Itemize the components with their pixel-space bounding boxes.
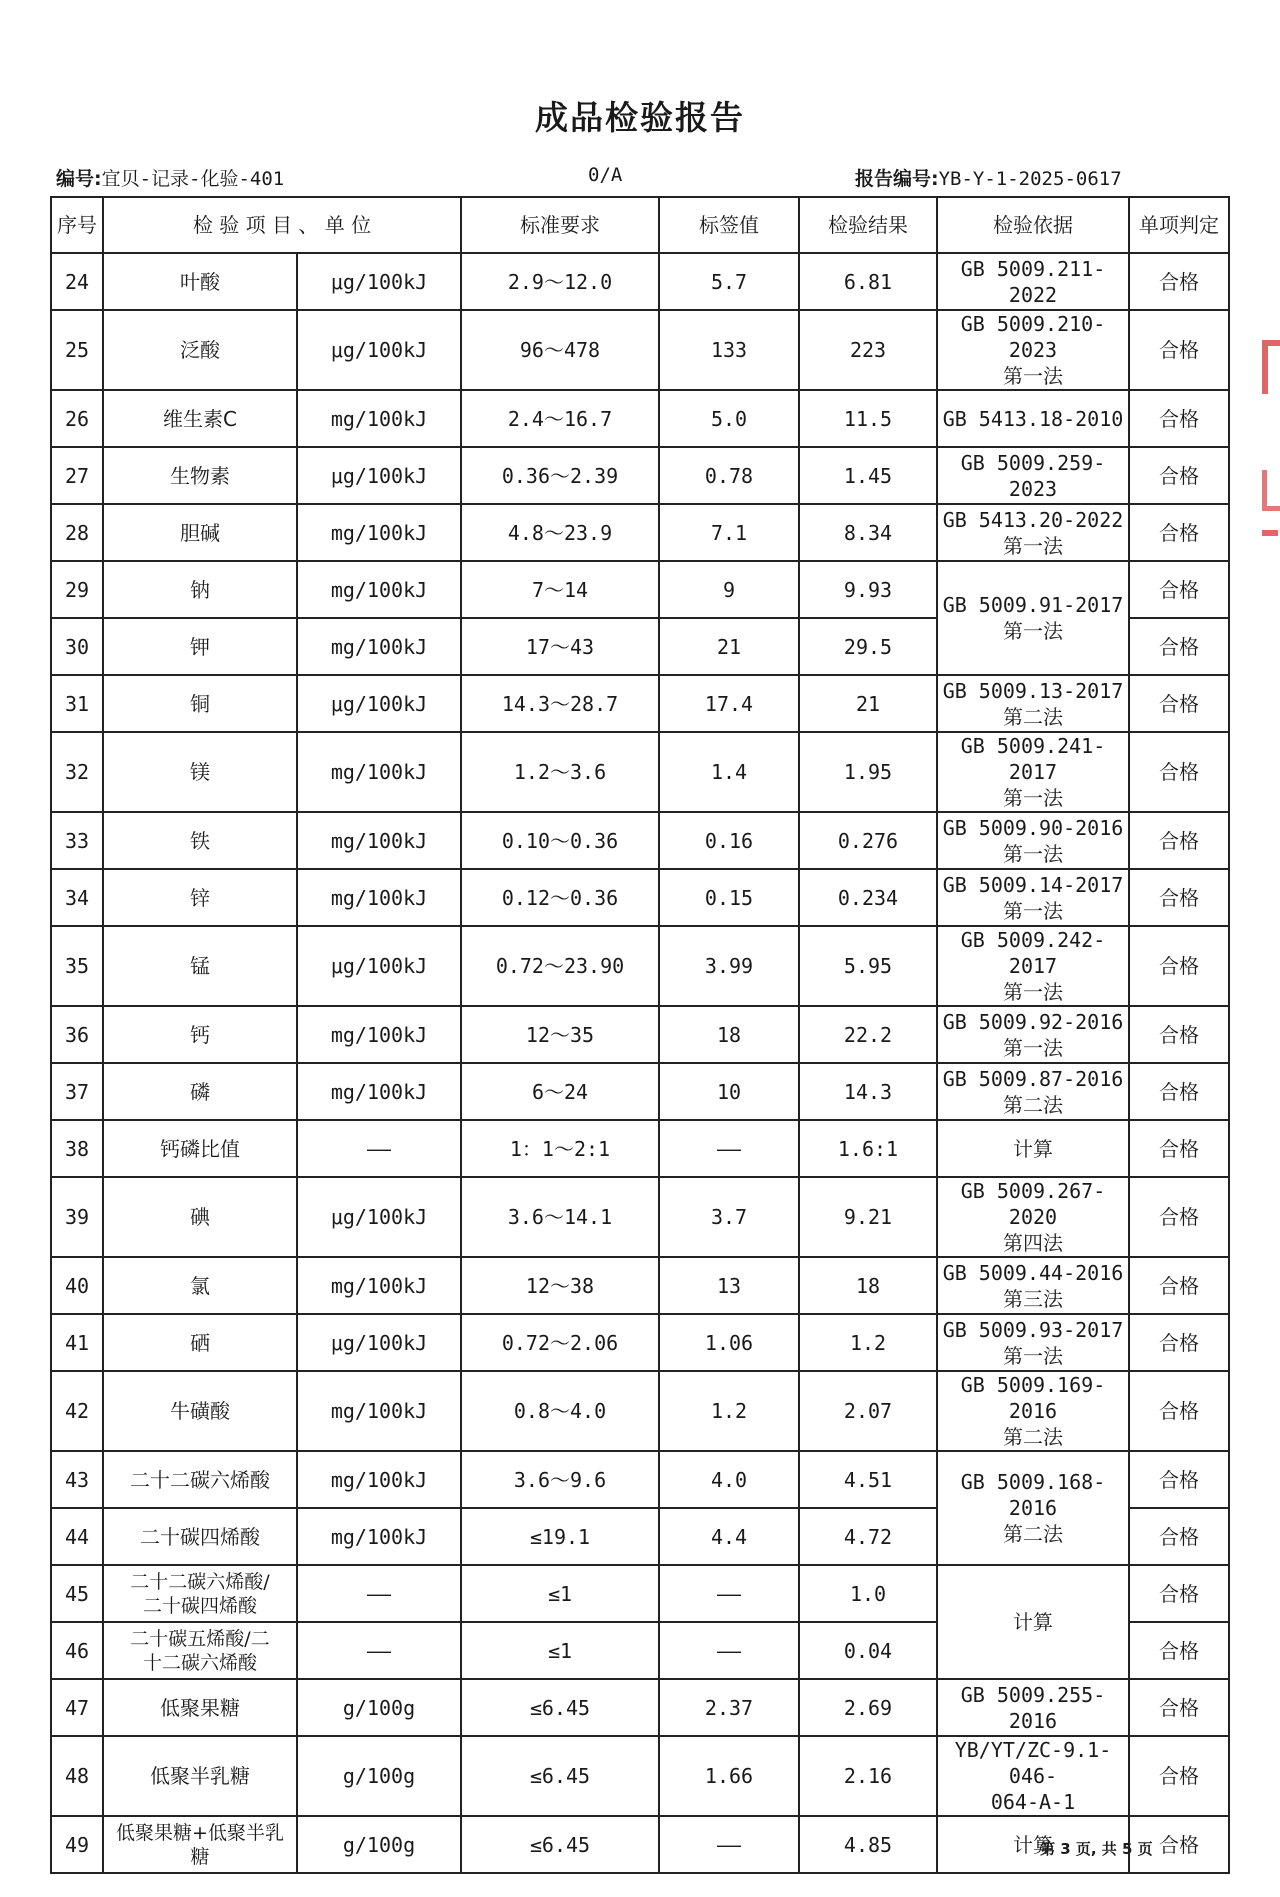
- cell-judgement: 合格: [1129, 926, 1229, 1006]
- table-row: [51, 926, 1229, 1006]
- cell-judgement: 合格: [1129, 812, 1229, 869]
- cell-standard: 6～24: [461, 1063, 659, 1120]
- cell-result: 5.95: [799, 926, 937, 1006]
- cell-unit: ——: [297, 1120, 461, 1177]
- cell-judgement: 合格: [1129, 253, 1229, 310]
- cell-judgement: 合格: [1129, 1451, 1229, 1508]
- cell-label-value: 0.16: [659, 812, 799, 869]
- cell-seq: 38: [51, 1120, 103, 1177]
- cell-basis: GB 5009.14-2017 第一法: [937, 869, 1129, 926]
- cell-unit: mg/100kJ: [297, 1451, 461, 1508]
- cell-basis: 计算: [937, 1816, 1129, 1873]
- cell-standard: ≤19.1: [461, 1508, 659, 1565]
- cell-item: 低聚半乳糖: [103, 1736, 297, 1816]
- cell-standard: 4.8～23.9: [461, 504, 659, 561]
- cell-basis: GB 5009.211-2022: [937, 253, 1129, 310]
- cell-standard: 14.3～28.7: [461, 675, 659, 732]
- table-row: [51, 675, 1229, 732]
- cell-label-value: 133: [659, 310, 799, 390]
- cell-label-value: ——: [659, 1622, 799, 1679]
- cell-judgement: 合格: [1129, 869, 1229, 926]
- cell-seq: 35: [51, 926, 103, 1006]
- cell-judgement: 合格: [1129, 1257, 1229, 1314]
- cell-result: 1.0: [799, 1565, 937, 1622]
- cell-label-value: 4.4: [659, 1508, 799, 1565]
- cell-judgement: 合格: [1129, 504, 1229, 561]
- document-version: 0/A: [588, 164, 623, 186]
- cell-item: 氯: [103, 1257, 297, 1314]
- cell-result: 29.5: [799, 618, 937, 675]
- cell-item: 钙: [103, 1006, 297, 1063]
- cell-basis: GB 5009.255-2016: [937, 1679, 1129, 1736]
- cell-unit: μg/100kJ: [297, 253, 461, 310]
- report-title: 成品检验报告: [535, 98, 745, 137]
- cell-item: 二十二碳六烯酸: [103, 1451, 297, 1508]
- document-code-value: 宜贝-记录-化验-401: [101, 168, 285, 190]
- cell-standard: 12～38: [461, 1257, 659, 1314]
- cell-basis: GB 5009.13-2017 第二法: [937, 675, 1129, 732]
- cell-result: 2.07: [799, 1371, 937, 1451]
- cell-label-value: 10: [659, 1063, 799, 1120]
- table-row: [51, 1120, 1229, 1177]
- header-label-value: 标签值: [659, 197, 799, 253]
- cell-unit: mg/100kJ: [297, 869, 461, 926]
- cell-result: 223: [799, 310, 937, 390]
- cell-result: 2.16: [799, 1736, 937, 1816]
- cell-unit: mg/100kJ: [297, 732, 461, 812]
- cell-standard: 0.72～23.90: [461, 926, 659, 1006]
- cell-item: 二十二碳六烯酸/ 二十碳四烯酸: [103, 1565, 297, 1622]
- table-row: [51, 869, 1229, 926]
- cell-result: 0.234: [799, 869, 937, 926]
- cell-seq: 41: [51, 1314, 103, 1371]
- cell-basis: GB 5009.91-2017 第一法: [937, 561, 1129, 675]
- cell-label-value: ——: [659, 1816, 799, 1873]
- red-stamp-fragment: [1262, 470, 1280, 511]
- cell-result: 4.72: [799, 1508, 937, 1565]
- cell-result: 4.51: [799, 1451, 937, 1508]
- cell-unit: mg/100kJ: [297, 1371, 461, 1451]
- red-stamp-fragment: [1262, 340, 1280, 394]
- cell-basis: GB 5009.44-2016 第三法: [937, 1257, 1129, 1314]
- cell-seq: 27: [51, 447, 103, 504]
- table-row: [51, 253, 1229, 310]
- cell-basis: GB 5009.267-2020 第四法: [937, 1177, 1129, 1257]
- cell-item: 低聚果糖: [103, 1679, 297, 1736]
- page-number: 第 3 页, 共 5 页: [1040, 1840, 1153, 1858]
- cell-judgement: 合格: [1129, 447, 1229, 504]
- cell-judgement: 合格: [1129, 1177, 1229, 1257]
- cell-standard: 0.72～2.06: [461, 1314, 659, 1371]
- cell-standard: 3.6～9.6: [461, 1451, 659, 1508]
- cell-item: 铜: [103, 675, 297, 732]
- table-row: [51, 1371, 1229, 1451]
- cell-unit: mg/100kJ: [297, 812, 461, 869]
- cell-seq: 39: [51, 1177, 103, 1257]
- cell-judgement: 合格: [1129, 1565, 1229, 1622]
- cell-standard: 0.10～0.36: [461, 812, 659, 869]
- cell-item: 钙磷比值: [103, 1120, 297, 1177]
- cell-standard: 96～478: [461, 310, 659, 390]
- cell-seq: 48: [51, 1736, 103, 1816]
- cell-judgement: 合格: [1129, 618, 1229, 675]
- cell-basis: GB 5009.169-2016 第二法: [937, 1371, 1129, 1451]
- cell-judgement: 合格: [1129, 390, 1229, 447]
- cell-seq: 43: [51, 1451, 103, 1508]
- cell-item: 泛酸: [103, 310, 297, 390]
- cell-judgement: 合格: [1129, 1371, 1229, 1451]
- cell-result: 0.276: [799, 812, 937, 869]
- cell-seq: 49: [51, 1816, 103, 1873]
- cell-item: 锌: [103, 869, 297, 926]
- cell-judgement: 合格: [1129, 1679, 1229, 1736]
- report-number: [855, 164, 1122, 191]
- cell-unit: μg/100kJ: [297, 1314, 461, 1371]
- cell-judgement: 合格: [1129, 1736, 1229, 1816]
- cell-standard: ≤1: [461, 1565, 659, 1622]
- table-row: [51, 1736, 1229, 1816]
- cell-label-value: 3.7: [659, 1177, 799, 1257]
- cell-item: 镁: [103, 732, 297, 812]
- cell-seq: 36: [51, 1006, 103, 1063]
- cell-result: 11.5: [799, 390, 937, 447]
- cell-basis: GB 5413.20-2022 第一法: [937, 504, 1129, 561]
- cell-seq: 32: [51, 732, 103, 812]
- cell-unit: mg/100kJ: [297, 1006, 461, 1063]
- cell-result: 8.34: [799, 504, 937, 561]
- cell-label-value: 3.99: [659, 926, 799, 1006]
- table-row: [51, 310, 1229, 390]
- cell-unit: ——: [297, 1565, 461, 1622]
- cell-judgement: 合格: [1129, 1120, 1229, 1177]
- header-standard: 标准要求: [461, 197, 659, 253]
- table-row: [51, 1314, 1229, 1371]
- cell-label-value: 1.4: [659, 732, 799, 812]
- cell-basis: GB 5009.259-2023: [937, 447, 1129, 504]
- cell-basis: GB 5009.92-2016 第一法: [937, 1006, 1129, 1063]
- cell-seq: 47: [51, 1679, 103, 1736]
- cell-result: 18: [799, 1257, 937, 1314]
- table-row: [51, 447, 1229, 504]
- cell-unit: μg/100kJ: [297, 310, 461, 390]
- cell-standard: 17～43: [461, 618, 659, 675]
- table-row: [51, 732, 1229, 812]
- cell-judgement: 合格: [1129, 1314, 1229, 1371]
- cell-basis: 计算: [937, 1120, 1129, 1177]
- table-row: [51, 390, 1229, 447]
- cell-standard: ≤6.45: [461, 1679, 659, 1736]
- cell-seq: 30: [51, 618, 103, 675]
- cell-label-value: 17.4: [659, 675, 799, 732]
- cell-standard: 2.9～12.0: [461, 253, 659, 310]
- cell-judgement: 合格: [1129, 675, 1229, 732]
- header-judgement: 单项判定: [1129, 197, 1229, 253]
- cell-result: 9.93: [799, 561, 937, 618]
- cell-result: 9.21: [799, 1177, 937, 1257]
- cell-seq: 42: [51, 1371, 103, 1451]
- cell-seq: 26: [51, 390, 103, 447]
- cell-label-value: ——: [659, 1120, 799, 1177]
- cell-seq: 25: [51, 310, 103, 390]
- cell-standard: 0.8～4.0: [461, 1371, 659, 1451]
- cell-seq: 44: [51, 1508, 103, 1565]
- cell-unit: μg/100kJ: [297, 447, 461, 504]
- cell-seq: 40: [51, 1257, 103, 1314]
- table-row: [51, 1257, 1229, 1314]
- cell-item: 铁: [103, 812, 297, 869]
- cell-result: 14.3: [799, 1063, 937, 1120]
- cell-judgement: 合格: [1129, 310, 1229, 390]
- cell-label-value: 13: [659, 1257, 799, 1314]
- header-basis: 检验依据: [937, 197, 1129, 253]
- cell-judgement: 合格: [1129, 1006, 1229, 1063]
- table-row: [51, 1177, 1229, 1257]
- cell-basis: GB 5413.18-2010: [937, 390, 1129, 447]
- cell-result: 4.85: [799, 1816, 937, 1873]
- cell-item: 钾: [103, 618, 297, 675]
- cell-result: 0.04: [799, 1622, 937, 1679]
- cell-result: 1.45: [799, 447, 937, 504]
- cell-seq: 24: [51, 253, 103, 310]
- cell-unit: mg/100kJ: [297, 1063, 461, 1120]
- report-number-value: YB-Y-1-2025-0617: [938, 168, 1122, 190]
- cell-item: 锰: [103, 926, 297, 1006]
- cell-unit: mg/100kJ: [297, 618, 461, 675]
- cell-standard: 0.36～2.39: [461, 447, 659, 504]
- cell-unit: g/100g: [297, 1736, 461, 1816]
- cell-result: 2.69: [799, 1679, 937, 1736]
- header-item-unit: 检 验 项 目 、 单 位: [103, 197, 461, 253]
- cell-label-value: 2.37: [659, 1679, 799, 1736]
- cell-item: 生物素: [103, 447, 297, 504]
- cell-judgement: 合格: [1129, 1063, 1229, 1120]
- cell-basis: GB 5009.93-2017 第一法: [937, 1314, 1129, 1371]
- cell-label-value: 1.2: [659, 1371, 799, 1451]
- inspection-table: [50, 196, 1230, 1874]
- cell-unit: g/100g: [297, 1816, 461, 1873]
- cell-result: 21: [799, 675, 937, 732]
- cell-basis: GB 5009.87-2016 第二法: [937, 1063, 1129, 1120]
- cell-unit: mg/100kJ: [297, 561, 461, 618]
- report-number-label: 报告编号:: [855, 168, 939, 190]
- table-body: [51, 253, 1229, 1873]
- cell-standard: 1：1～2:1: [461, 1120, 659, 1177]
- cell-label-value: 5.0: [659, 390, 799, 447]
- cell-judgement: 合格: [1129, 1622, 1229, 1679]
- cell-unit: μg/100kJ: [297, 1177, 461, 1257]
- cell-seq: 37: [51, 1063, 103, 1120]
- header-seq: 序号: [51, 197, 103, 253]
- cell-basis: GB 5009.210-2023 第一法: [937, 310, 1129, 390]
- cell-unit: ——: [297, 1622, 461, 1679]
- cell-judgement: 合格: [1129, 561, 1229, 618]
- table-row: [51, 1063, 1229, 1120]
- cell-seq: 29: [51, 561, 103, 618]
- table-row: [51, 1451, 1229, 1508]
- cell-result: 6.81: [799, 253, 937, 310]
- cell-basis: GB 5009.168-2016 第二法: [937, 1451, 1129, 1565]
- cell-result: 1.6:1: [799, 1120, 937, 1177]
- red-stamp-fragment: [1262, 530, 1278, 536]
- cell-label-value: 0.78: [659, 447, 799, 504]
- cell-label-value: 4.0: [659, 1451, 799, 1508]
- cell-item: 碘: [103, 1177, 297, 1257]
- cell-item: 牛磺酸: [103, 1371, 297, 1451]
- cell-standard: 2.4～16.7: [461, 390, 659, 447]
- cell-seq: 45: [51, 1565, 103, 1622]
- cell-standard: 0.12～0.36: [461, 869, 659, 926]
- cell-label-value: 1.66: [659, 1736, 799, 1816]
- cell-result: 22.2: [799, 1006, 937, 1063]
- table-row: [51, 1679, 1229, 1736]
- cell-seq: 34: [51, 869, 103, 926]
- cell-unit: mg/100kJ: [297, 504, 461, 561]
- table-row: [51, 504, 1229, 561]
- cell-label-value: 21: [659, 618, 799, 675]
- cell-standard: ≤6.45: [461, 1736, 659, 1816]
- cell-basis: YB/YT/ZC-9.1-046- 064-A-1: [937, 1736, 1129, 1816]
- cell-standard: ≤6.45: [461, 1816, 659, 1873]
- cell-basis: GB 5009.242-2017 第一法: [937, 926, 1129, 1006]
- table-row: [51, 1006, 1229, 1063]
- cell-label-value: 9: [659, 561, 799, 618]
- cell-result: 1.95: [799, 732, 937, 812]
- cell-unit: mg/100kJ: [297, 1508, 461, 1565]
- cell-unit: g/100g: [297, 1679, 461, 1736]
- cell-item: 硒: [103, 1314, 297, 1371]
- cell-seq: 33: [51, 812, 103, 869]
- cell-standard: 12～35: [461, 1006, 659, 1063]
- cell-item: 磷: [103, 1063, 297, 1120]
- cell-basis: GB 5009.90-2016 第一法: [937, 812, 1129, 869]
- cell-standard: 1.2～3.6: [461, 732, 659, 812]
- cell-item: 胆碱: [103, 504, 297, 561]
- cell-item: 维生素C: [103, 390, 297, 447]
- cell-item: 叶酸: [103, 253, 297, 310]
- table-row: [51, 812, 1229, 869]
- document-code-label: 编号:: [56, 168, 102, 190]
- table-row: [51, 561, 1229, 618]
- header-result: 检验结果: [799, 197, 937, 253]
- cell-unit: mg/100kJ: [297, 390, 461, 447]
- cell-seq: 31: [51, 675, 103, 732]
- cell-standard: ≤1: [461, 1622, 659, 1679]
- cell-label-value: 18: [659, 1006, 799, 1063]
- cell-label-value: 7.1: [659, 504, 799, 561]
- cell-judgement: 合格: [1129, 1508, 1229, 1565]
- cell-unit: μg/100kJ: [297, 926, 461, 1006]
- cell-unit: μg/100kJ: [297, 675, 461, 732]
- cell-item: 二十碳四烯酸: [103, 1508, 297, 1565]
- table-row: [51, 1565, 1229, 1622]
- table-header-row: [51, 197, 1229, 253]
- cell-judgement: 合格: [1129, 1816, 1229, 1873]
- cell-unit: mg/100kJ: [297, 1257, 461, 1314]
- cell-item: 低聚果糖+低聚半乳 糖: [103, 1816, 297, 1873]
- cell-standard: 3.6～14.1: [461, 1177, 659, 1257]
- cell-basis: 计算: [937, 1565, 1129, 1679]
- cell-basis: GB 5009.241-2017 第一法: [937, 732, 1129, 812]
- cell-label-value: 0.15: [659, 869, 799, 926]
- cell-judgement: 合格: [1129, 732, 1229, 812]
- cell-item: 二十碳五烯酸/二 十二碳六烯酸: [103, 1622, 297, 1679]
- cell-standard: 7～14: [461, 561, 659, 618]
- document-code: [56, 164, 284, 191]
- cell-label-value: ——: [659, 1565, 799, 1622]
- cell-seq: 28: [51, 504, 103, 561]
- cell-result: 1.2: [799, 1314, 937, 1371]
- cell-label-value: 5.7: [659, 253, 799, 310]
- cell-seq: 46: [51, 1622, 103, 1679]
- cell-item: 钠: [103, 561, 297, 618]
- cell-label-value: 1.06: [659, 1314, 799, 1371]
